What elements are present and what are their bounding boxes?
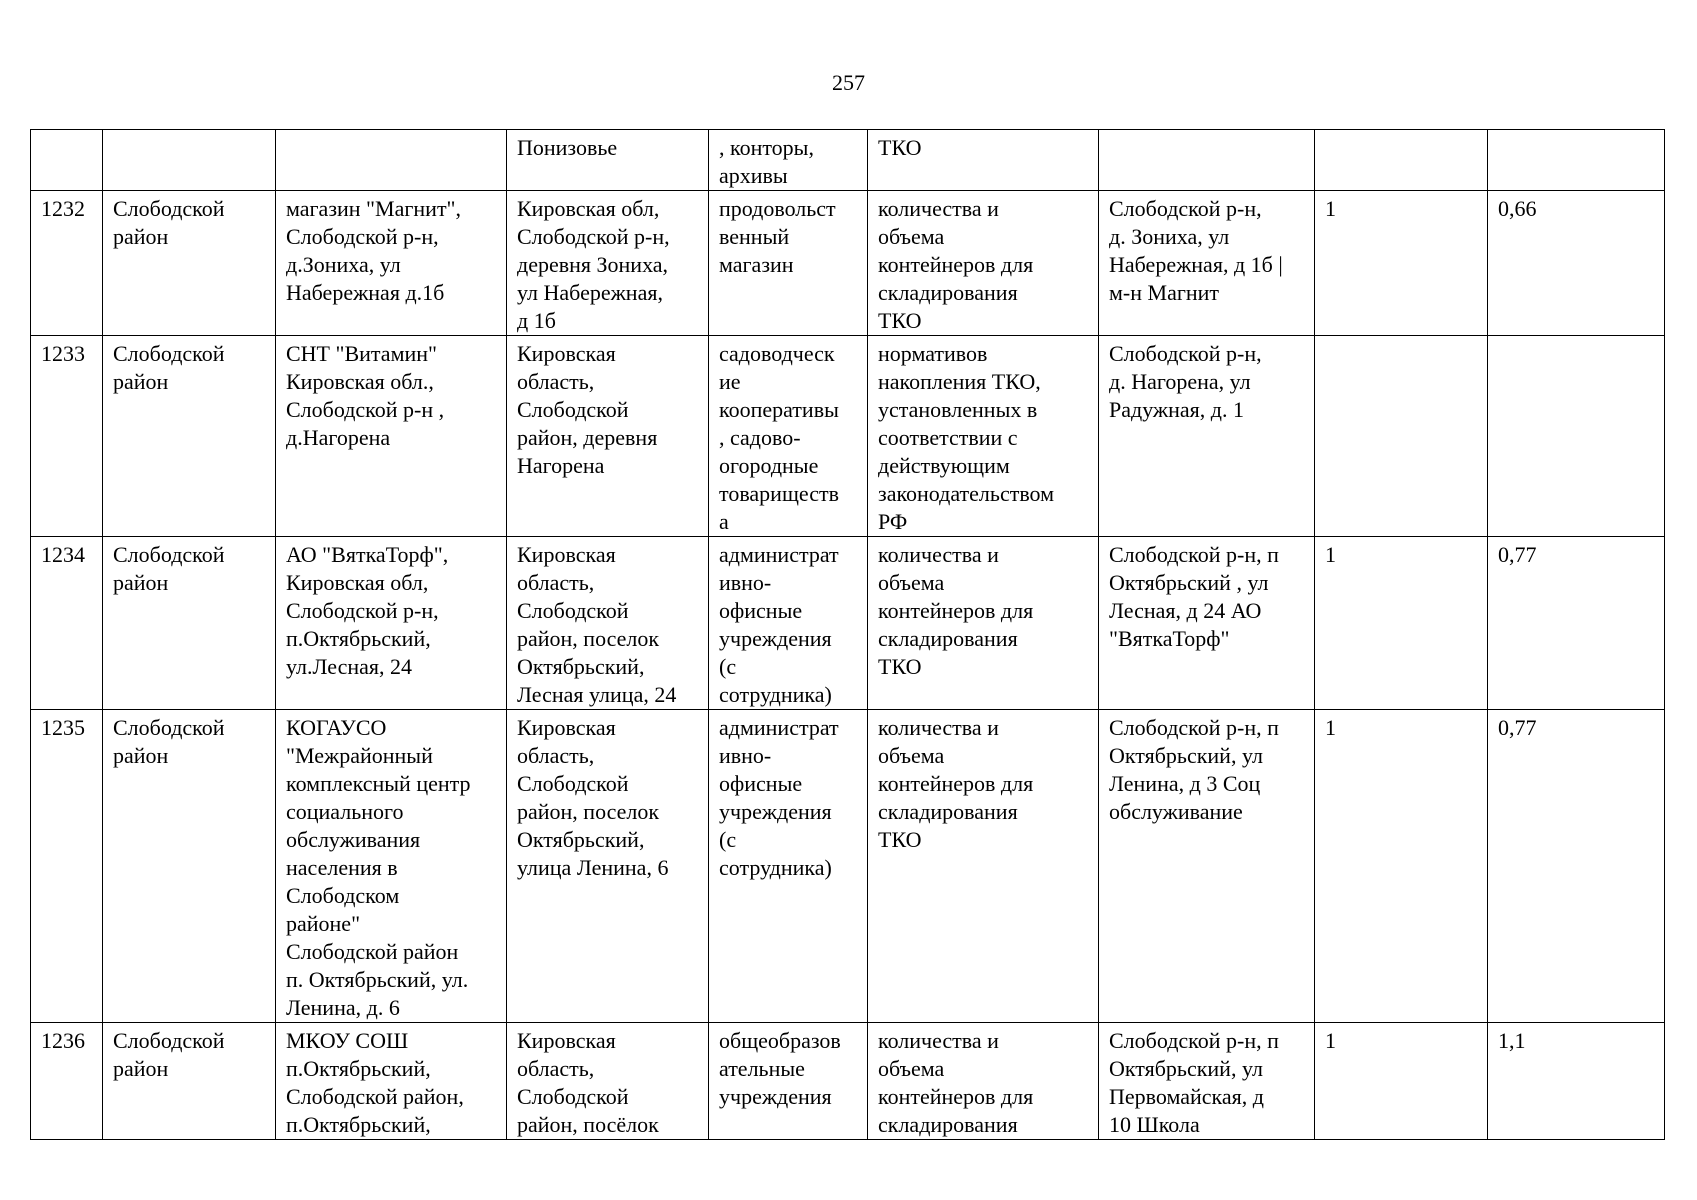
table-row [31, 336, 1665, 537]
organization-cell: АО "ВяткаТорф", Кировская обл, Слободской р-н, п.Октябрьский, ул.Лесная, 24 [276, 537, 507, 710]
district-cell: Слободской район [103, 710, 276, 1023]
organization-cell: КОГАУСО "Межрайонный комплексный центр социального обслуживания населения в Слободском районе" Слободской район п. Октябрьский, ул. Ленина, д. 6 [276, 710, 507, 1023]
address-cell: Кировская область, Слободской район, поселок Октябрьский, улица Ленина, 6 [507, 710, 709, 1023]
container-count-cell: 1 [1315, 710, 1488, 1023]
organization-cell: СНТ "Витамин" Кировская обл., Слободской р-н , д.Нагорена [276, 336, 507, 537]
table-row [31, 710, 1665, 1023]
object-category-cell: администрат ивно- офисные учреждения (с сотрудника) [709, 710, 868, 1023]
district-cell [103, 130, 276, 191]
organization-cell: магазин "Магнит", Слободской р-н, д.Зониха, ул Набережная д.1б [276, 191, 507, 336]
site-location-cell: Слободской р-н, п Октябрьский , ул Лесная, д 24 АО "ВяткаТорф" [1099, 537, 1315, 710]
container-count-cell [1315, 130, 1488, 191]
site-location-cell: Слободской р-н, п Октябрьский, ул Ленина, д 3 Соц обслуживание [1099, 710, 1315, 1023]
container-count-cell [1315, 336, 1488, 537]
district-cell: Слободской район [103, 191, 276, 336]
table-row [31, 191, 1665, 336]
table-row [31, 1023, 1665, 1140]
container-volume-cell: 1,1 [1488, 1023, 1665, 1140]
container-count-cell: 1 [1315, 1023, 1488, 1140]
site-location-cell: Слободской р-н, п Октябрьский, ул Первомайская, д 10 Школа [1099, 1023, 1315, 1140]
calculation-basis-cell: ТКО [868, 130, 1099, 191]
address-cell: Понизовье [507, 130, 709, 191]
calculation-basis-cell: количества и объема контейнеров для складирования ТКО [868, 710, 1099, 1023]
object-category-cell: , конторы, архивы [709, 130, 868, 191]
calculation-basis-cell: количества и объема контейнеров для складирования ТКО [868, 191, 1099, 336]
site-location-cell: Слободской р-н, д. Нагорена, ул Радужная, д. 1 [1099, 336, 1315, 537]
table-row [31, 537, 1665, 710]
organization-cell [276, 130, 507, 191]
calculation-basis-cell: нормативов накопления ТКО, установленных в соответствии с действующим законодательством РФ [868, 336, 1099, 537]
container-count-cell: 1 [1315, 191, 1488, 336]
object-category-cell: садоводческ ие кооперативы , садово- огородные товариществ а [709, 336, 868, 537]
container-volume-cell: 0,77 [1488, 537, 1665, 710]
calculation-basis-cell: количества и объема контейнеров для складирования [868, 1023, 1099, 1140]
row-number-cell: 1233 [31, 336, 103, 537]
row-number-cell: 1235 [31, 710, 103, 1023]
container-volume-cell [1488, 130, 1665, 191]
site-location-cell [1099, 130, 1315, 191]
district-cell: Слободской район [103, 336, 276, 537]
address-cell: Кировская область, Слободской район, деревня Нагорена [507, 336, 709, 537]
table-row [31, 130, 1665, 191]
object-category-cell: общеобразов ательные учреждения [709, 1023, 868, 1140]
calculation-basis-cell: количества и объема контейнеров для складирования ТКО [868, 537, 1099, 710]
row-number-cell: 1236 [31, 1023, 103, 1140]
district-cell: Слободской район [103, 537, 276, 710]
table-body [31, 130, 1665, 1140]
address-cell: Кировская область, Слободской район, поселок Октябрьский, Лесная улица, 24 [507, 537, 709, 710]
container-volume-cell: 0,66 [1488, 191, 1665, 336]
object-category-cell: администрат ивно- офисные учреждения (с сотрудника) [709, 537, 868, 710]
container-volume-cell: 0,77 [1488, 710, 1665, 1023]
row-number-cell: 1234 [31, 537, 103, 710]
address-cell: Кировская обл, Слободской р-н, деревня Зониха, ул Набережная, д 1б [507, 191, 709, 336]
registry-table [30, 129, 1665, 1140]
organization-cell: МКОУ СОШ п.Октябрьский, Слободской район, п.Октябрьский, [276, 1023, 507, 1140]
row-number-cell [31, 130, 103, 191]
row-number-cell: 1232 [31, 191, 103, 336]
district-cell: Слободской район [103, 1023, 276, 1140]
container-volume-cell [1488, 336, 1665, 537]
page-number: 257 [832, 70, 865, 95]
object-category-cell: продовольст венный магазин [709, 191, 868, 336]
address-cell: Кировская область, Слободской район, посёлок [507, 1023, 709, 1140]
site-location-cell: Слободской р-н, д. Зониха, ул Набережная, д 1б | м-н Магнит [1099, 191, 1315, 336]
container-count-cell: 1 [1315, 537, 1488, 710]
